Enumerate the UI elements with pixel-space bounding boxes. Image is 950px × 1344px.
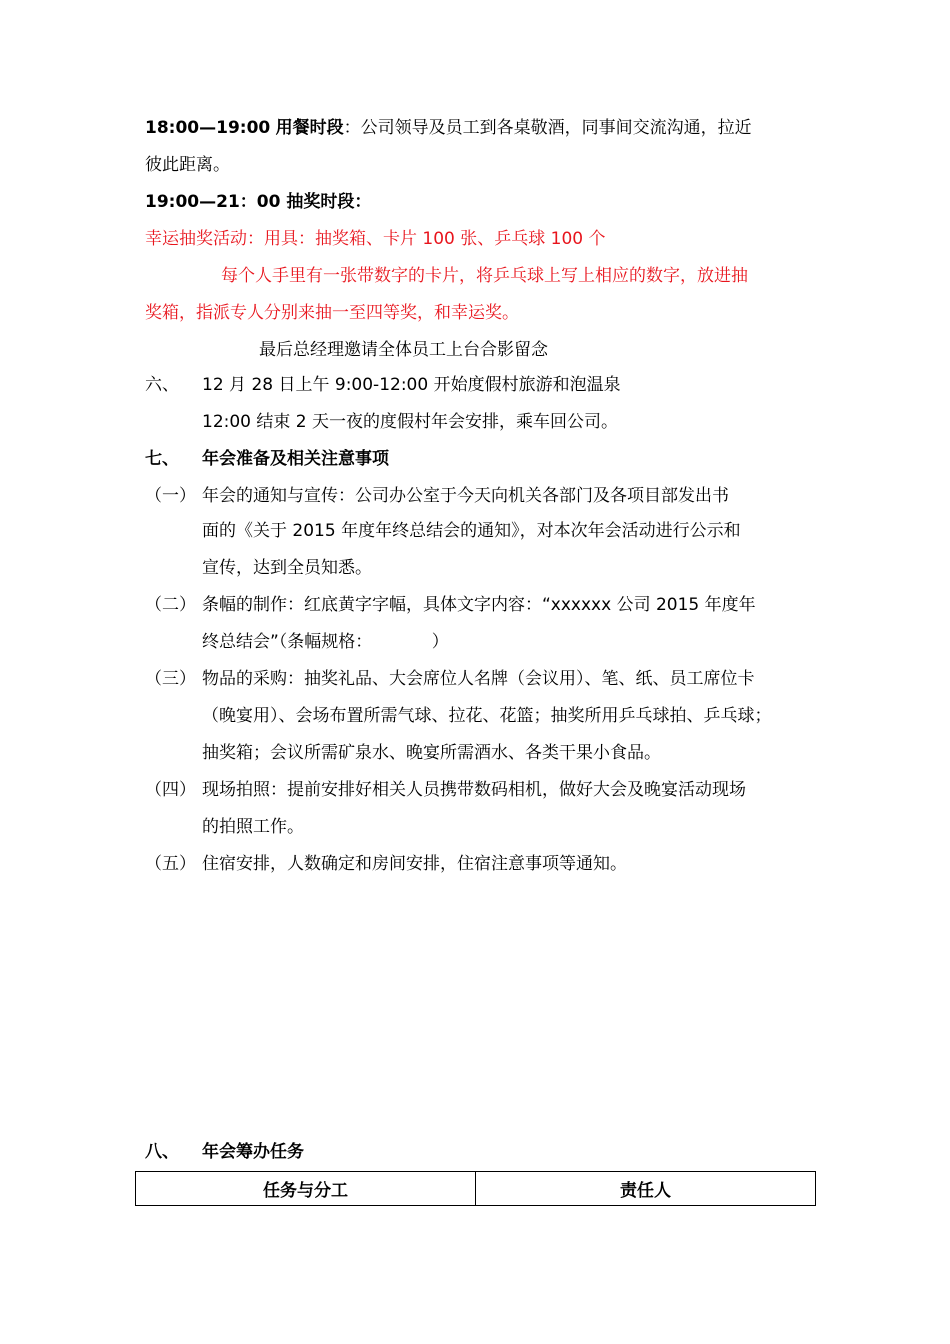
item-3-line-3: 抽奖箱；会议所需矿泉水、晚宴所需酒水、各类干果小食品。 <box>202 743 661 763</box>
item-5-line-1: 住宿安排，人数确定和房间安排，住宿注意事项等通知。 <box>202 854 627 874</box>
section6-line-2: 12:00 结束 2 天一夜的度假村年会安排，乘车回公司。 <box>202 412 619 432</box>
table-header-row <box>136 1172 816 1206</box>
group-photo: 最后总经理邀请全体员工上台合影留念 <box>259 340 548 360</box>
item-3-line-2: （晚宴用）、会场布置所需气球、拉花、花篮；抽奖所用乒乓球拍、乒乓球； <box>202 706 772 726</box>
section8-number: 八、 <box>145 1142 179 1162</box>
section7-number: 七、 <box>145 449 179 469</box>
item-4-num: （四） <box>145 780 196 800</box>
item-2-line-1: 条幅的制作：红底黄字字幅，具体文字内容：“xxxxxx 公司 2015 年度年 <box>202 595 756 615</box>
task-table <box>135 1171 816 1206</box>
lottery-desc-1: 每个人手里有一张带数字的卡片，将乒乓球上写上相应的数字，放进抽 <box>221 266 748 286</box>
lottery-desc-2: 奖箱，指派专人分别来抽一至四等奖，和幸运奖。 <box>145 303 519 323</box>
item-5-num: （五） <box>145 854 196 874</box>
item-1-line-3: 宣传，达到全员知悉。 <box>202 558 372 578</box>
item-1-num: （一） <box>145 486 196 506</box>
item-2-line-2: 终总结会”（条幅规格： ） <box>202 632 449 652</box>
item-4-line-1: 现场拍照：提前安排好相关人员携带数码相机，做好大会及晚宴活动现场 <box>202 780 746 800</box>
lottery-heading: 19:00—21：00 抽奖时段： <box>145 192 372 212</box>
table-header-owner: 责任人 <box>476 1172 816 1206</box>
section8-title: 年会筹办任务 <box>202 1142 304 1162</box>
dining-time: 18:00—19:00 <box>145 118 271 138</box>
item-4-line-2: 的拍照工作。 <box>202 817 304 837</box>
dining-line-2: 彼此距离。 <box>145 155 230 175</box>
item-3-line-1: 物品的采购：抽奖礼品、大会席位人名牌（会议用）、笔、纸、员工席位卡 <box>202 669 755 689</box>
section6-line-1: 12 月 28 日上午 9:00-12:00 开始度假村旅游和泡温泉 <box>202 375 621 395</box>
item-1-line-2: 面的《关于 2015 年度年终总结会的通知》，对本次年会活动进行公示和 <box>202 521 741 541</box>
dining-line-1 <box>145 115 752 141</box>
table-header-task: 任务与分工 <box>136 1172 476 1206</box>
dining-text: ：公司领导及员工到各桌敬酒，同事间交流沟通，拉近 <box>343 118 752 138</box>
item-3-num: （三） <box>145 669 196 689</box>
item-2-num: （二） <box>145 595 196 615</box>
item-1-line-1: 年会的通知与宣传：公司办公室于今天向机关各部门及各项目部发出书 <box>202 486 729 506</box>
section6-number: 六、 <box>145 375 179 395</box>
dining-label: 用餐时段 <box>275 118 344 138</box>
section7-title: 年会准备及相关注意事项 <box>202 449 389 469</box>
lottery-tools: 幸运抽奖活动：用具：抽奖箱、卡片 100 张、乒乓球 100 个 <box>145 229 606 249</box>
